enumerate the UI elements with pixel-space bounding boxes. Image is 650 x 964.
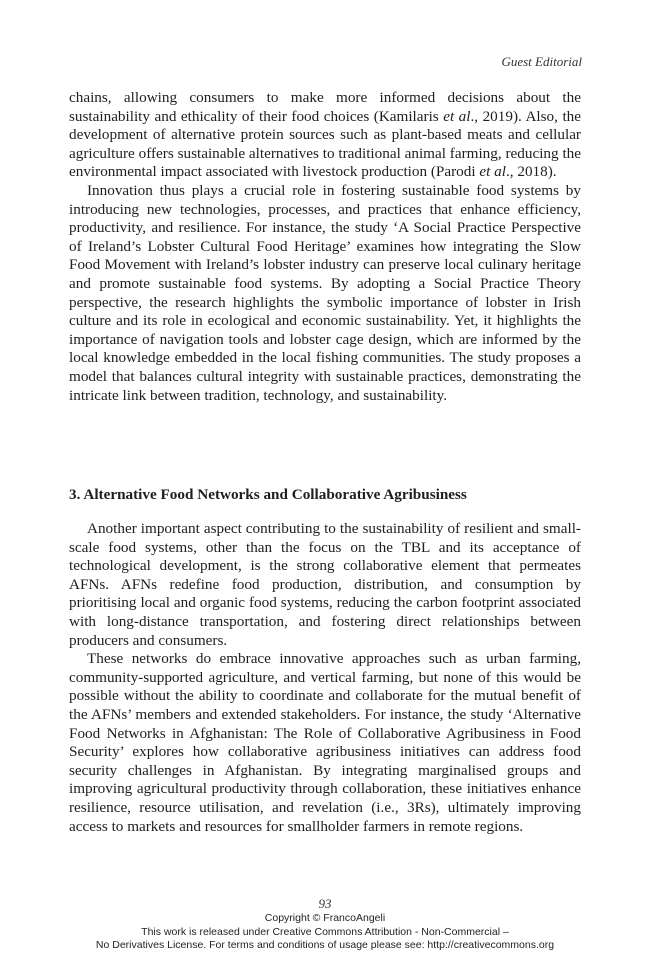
italic-run: et al (479, 163, 506, 181)
paragraph-2: Innovation thus plays a crucial role in fostering sustainable food systems by introducing new technologies, processes, and practices that enhance efficiency, productivity, and resilience. For instance, the study ‘A Social Practice Perspective of Ireland’s Lobster Cultural Food Heritage’ examines how integrating the Slow Food Movement with Ireland’s lobster industry can preserve local culinary heritage and promote sustainable food systems. By adopting a Social Practice Theory perspective, the research highlights the symbolic importance of lobster in Irish culture and its role in ecological and economic sustainability. Yet, it highlights the importance of navigation tools and lobster cage design, which are informed by the local knowledge embedded in the local fishing communities. The study proposes a model that balances cultural integrity with sustainable practices, demonstrating the intricate link between tradition, technology, and sustainability. (69, 181, 581, 404)
page-number: 93 (318, 896, 332, 911)
running-header: Guest Editorial (501, 54, 582, 69)
license-footer (0, 912, 650, 953)
copyright-line: Copyright © FrancoAngeli (264, 912, 386, 924)
body-text-top (69, 89, 581, 405)
license-line-2: No Derivatives License. For terms and conditions of usage please see: http://creativecommons.org (95, 939, 555, 951)
section-heading: 3. Alternative Food Networks and Collaborative Agribusiness (69, 486, 467, 503)
paragraph-3: Another important aspect contributing to the sustainability of resilient and small-scale food systems, other than the focus on the TBL and its acceptance of technological development, is the strong collaborative element that permeates AFNs. AFNs redefine food production, distribution, and consumption by prioritising local and organic food systems, reducing the carbon footprint associated with long-distance transportation, and fostering direct relationships between producers and consumers. (69, 520, 581, 649)
body-text-bottom (69, 520, 581, 836)
paragraph-1: chains, allowing consumers to make more informed decisions about the sustainability and ethicality of their food choices (Kamilaris et al., 2019). Also, the development of alternative protein sources such as plant-based meats and cellular agriculture offers sustainable alternatives to traditional animal farming, reducing the environmental impact associated with livestock production (Parodi et al., 2018). (69, 89, 581, 181)
license-line-1: This work is released under Creative Commons Attribution - Non-Commercial – (141, 925, 509, 938)
italic-run: et al (443, 107, 471, 125)
paragraph-4: These networks do embrace innovative approaches such as urban farming, community-supported agriculture, and vertical farming, but none of this would be possible without the ability to coordinate and collaborate for the mutual benefit of the AFNs’ members and extended stakeholders. For instance, the study ‘Alternative Food Networks in Afghanistan: The Role of Collaborative Agribusiness in Food Security’ explores how collaborative agribusiness initiatives can address food security challenges in Afghanistan. By integrating marginalised groups and improving agricultural productivity through collaboration, these initiatives enhance resilience, resource utilisation, and revelation (i.e., 3Rs), ultimately improving access to markets and resources for smallholder farmers in remote regions. (69, 650, 581, 835)
